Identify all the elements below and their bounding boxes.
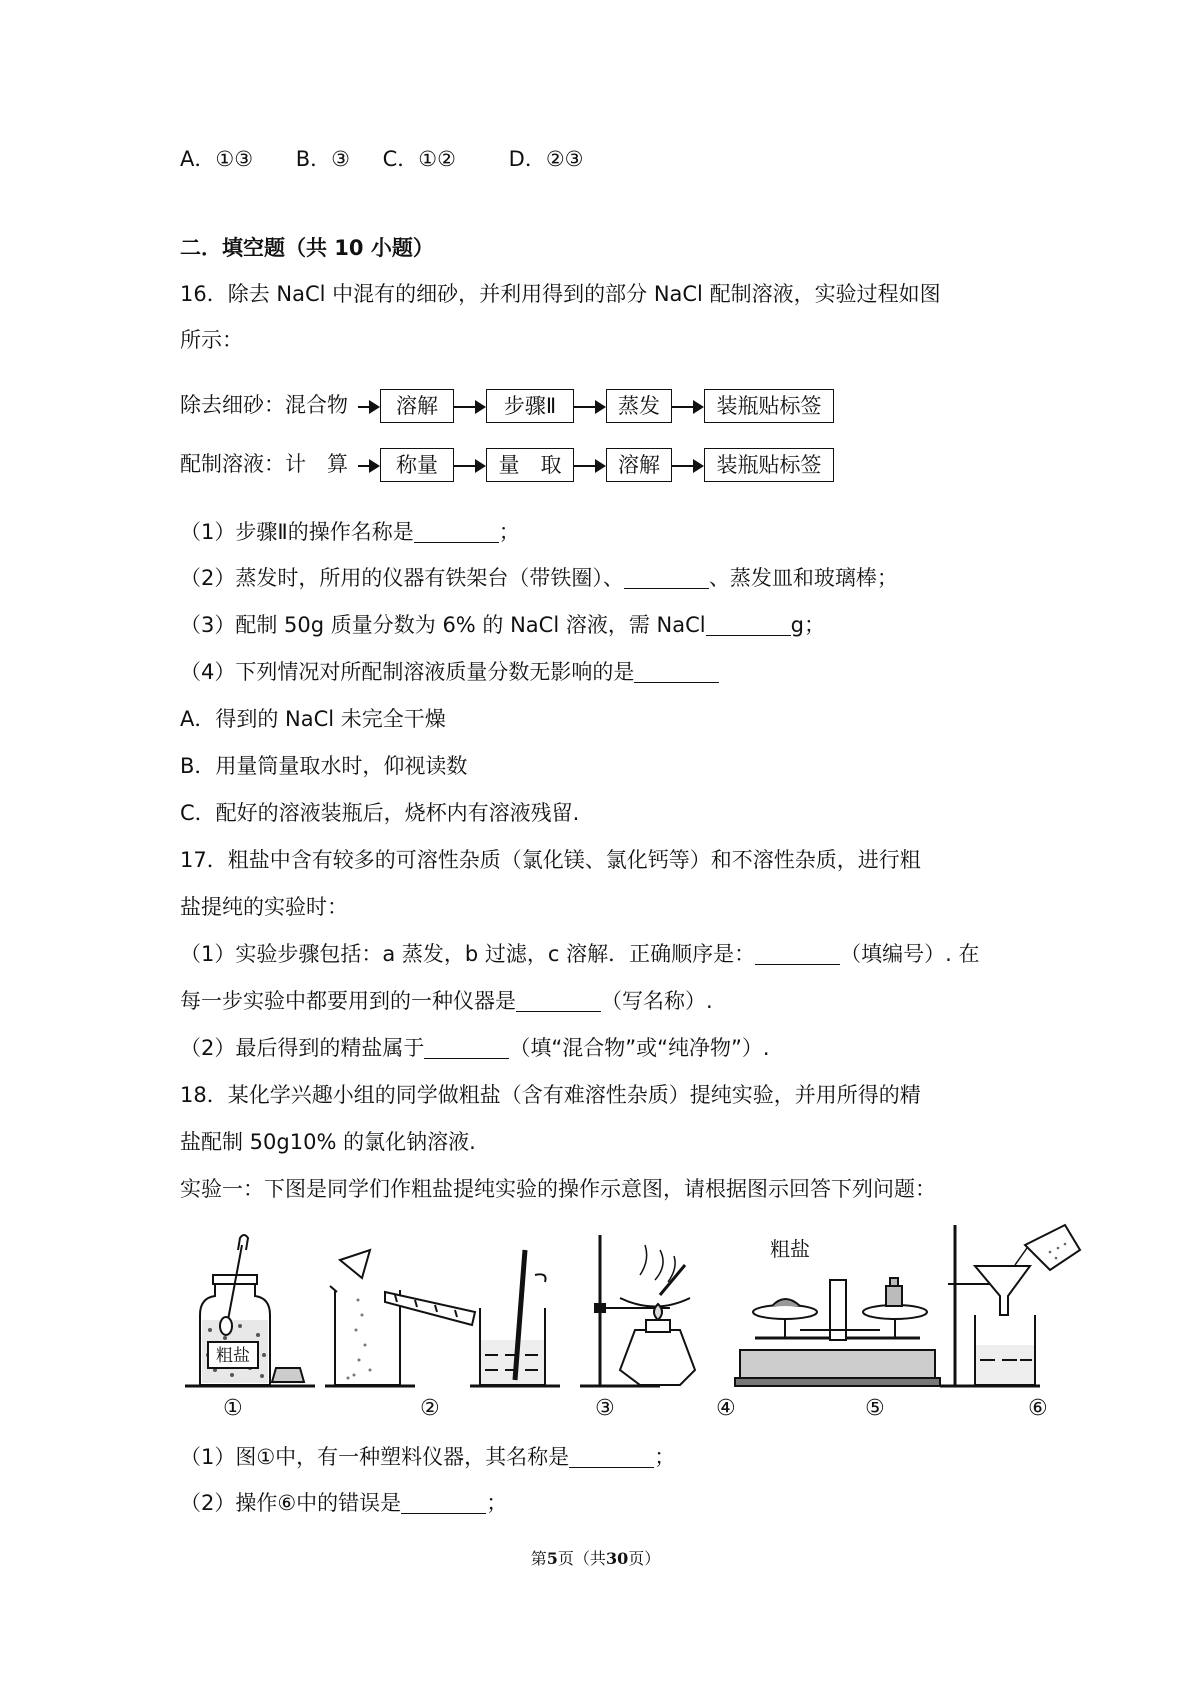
q18-stem-line1: 18．某化学兴趣小组的同学做粗盐（含有难溶性杂质）提纯实验，并用所得的精 xyxy=(180,1083,921,1107)
answer-blank[interactable] xyxy=(624,566,709,589)
answer-blank[interactable] xyxy=(424,1036,509,1059)
arrow xyxy=(672,465,702,467)
q17-stem-line1: 17．粗盐中含有较多的可溶性杂质（氯化镁、氯化钙等）和不溶性杂质，进行粗 xyxy=(180,848,921,872)
flow1-step-2: 步骤Ⅱ xyxy=(486,389,574,423)
q16-part3 xyxy=(180,610,825,640)
q16-part1-end: ； xyxy=(498,520,520,544)
q16-part4-text: （4）下列情况对所配制溶液质量分数无影响的是 xyxy=(180,660,635,684)
q17-part1 xyxy=(180,939,980,969)
flow-remove-sand xyxy=(180,387,900,427)
flow2-step-1: 称量 xyxy=(380,448,454,482)
choice-d: D．②③ xyxy=(508,147,584,171)
flow2-label: 配制溶液：计 算 xyxy=(180,452,348,476)
choice-b: B．③ xyxy=(295,147,350,171)
arrow xyxy=(358,406,378,408)
q16-part1-text: （1）步骤Ⅱ的操作名称是 xyxy=(180,520,414,544)
footer-total-pages: 30 xyxy=(605,1549,629,1568)
answer-blank[interactable] xyxy=(414,520,499,543)
q16-part1 xyxy=(180,517,520,547)
q17-part1b-text: 每一步实验中都要用到的一种仪器是 xyxy=(180,989,516,1013)
arrow xyxy=(574,406,604,408)
reagent-jar-icon xyxy=(185,1235,315,1386)
lab-operations-figure xyxy=(180,1220,1140,1395)
q17-part2-end: （填“混合物”或“纯净物”）. xyxy=(509,1036,770,1060)
q17-part1b-end: （写名称）. xyxy=(601,989,713,1013)
q17-part2 xyxy=(180,1033,770,1063)
q16-option-c: C．配好的溶液装瓶后，烧杯内有溶液残留. xyxy=(180,801,580,825)
balance-label: 粗盐 xyxy=(770,1237,810,1261)
arrow xyxy=(454,406,484,408)
q18-experiment-intro: 实验一：下图是同学们作粗盐提纯实验的操作示意图，请根据图示回答下列问题： xyxy=(180,1177,936,1201)
q18-part1-end: ； xyxy=(654,1445,676,1469)
flow2-step-4: 装瓶贴标签 xyxy=(704,448,834,482)
q16-part3-text: （3）配制 50g 质量分数为 6% 的 NaCl 溶液，需 NaCl xyxy=(180,613,706,637)
figure-number-5: ⑤ xyxy=(865,1396,885,1421)
figure-number-6: ⑥ xyxy=(1028,1396,1048,1421)
footer-post: 页） xyxy=(628,1549,661,1568)
q17-part1-text: （1）实验步骤包括：a 蒸发，b 过滤，c 溶解．正确顺序是： xyxy=(180,942,756,966)
q17-stem-line2: 盐提纯的实验时： xyxy=(180,895,348,919)
filtration-setup-icon xyxy=(940,1225,1080,1386)
choice-c: C．①② xyxy=(382,147,456,171)
q16-stem-line2: 所示： xyxy=(180,328,243,352)
q17-part2-text: （2）最后得到的精盐属于 xyxy=(180,1036,425,1060)
arrow xyxy=(454,465,484,467)
beaker-cylinder-icon xyxy=(325,1250,475,1386)
balance-icon xyxy=(735,1278,940,1386)
page-footer xyxy=(0,1546,1191,1569)
q16-option-a: A．得到的 NaCl 未完全干燥 xyxy=(180,707,446,731)
answer-blank[interactable] xyxy=(706,613,791,636)
figure-number-1: ① xyxy=(223,1396,243,1421)
q16-part3-end: g； xyxy=(790,613,825,637)
q18-stem-line2: 盐配制 50g10% 的氯化钠溶液. xyxy=(180,1130,476,1154)
stirring-beaker-icon xyxy=(470,1250,560,1386)
flow1-step-3: 蒸发 xyxy=(606,389,672,423)
q16-part4 xyxy=(180,657,719,687)
figure-number-2: ② xyxy=(420,1396,440,1421)
answer-choices xyxy=(180,144,583,174)
arrow xyxy=(358,465,378,467)
flow1-step-1: 溶解 xyxy=(380,389,454,423)
section-title: 二．填空题（共 10 小题） xyxy=(180,236,434,260)
q18-part1-text: （1）图①中，有一种塑料仪器，其名称是 xyxy=(180,1445,570,1469)
arrow xyxy=(672,406,702,408)
q16-part2-end: 、蒸发皿和玻璃棒； xyxy=(708,566,898,590)
answer-blank[interactable] xyxy=(569,1445,654,1468)
figure-number-4: ④ xyxy=(716,1396,736,1421)
evaporation-setup-icon xyxy=(580,1235,695,1386)
answer-blank[interactable] xyxy=(516,989,601,1012)
flow2-step-3: 溶解 xyxy=(606,448,672,482)
flow-prepare-solution xyxy=(180,448,900,488)
q18-part2 xyxy=(180,1488,507,1518)
q18-part2-end: ； xyxy=(486,1491,508,1515)
jar-label: 粗盐 xyxy=(216,1346,250,1366)
arrow xyxy=(574,465,604,467)
footer-page-number: 5 xyxy=(546,1549,558,1568)
figure-number-3: ③ xyxy=(595,1396,615,1421)
q18-part1 xyxy=(180,1442,675,1472)
answer-blank[interactable] xyxy=(634,660,719,683)
answer-blank[interactable] xyxy=(401,1491,486,1514)
q16-option-b: B．用量筒量取水时，仰视读数 xyxy=(180,754,468,778)
q17-part1b xyxy=(180,986,713,1016)
q16-part2-text: （2）蒸发时，所用的仪器有铁架台（带铁圈）、 xyxy=(180,566,624,590)
q16-stem-line1: 16．除去 NaCl 中混有的细砂，并利用得到的部分 NaCl 配制溶液，实验过程如图 xyxy=(180,282,941,306)
answer-blank[interactable] xyxy=(755,942,840,965)
q16-part2 xyxy=(180,563,898,593)
q18-part2-text: （2）操作⑥中的错误是 xyxy=(180,1491,402,1515)
footer-mid: 页（共 xyxy=(557,1549,606,1568)
q17-part1-end: （填编号）. 在 xyxy=(840,942,980,966)
choice-a: A．①③ xyxy=(180,147,254,171)
flow1-step-4: 装瓶贴标签 xyxy=(704,389,834,423)
flow2-step-2: 量 取 xyxy=(486,448,574,482)
flow1-label: 除去细砂：混合物 xyxy=(180,393,348,417)
footer-pre: 第 xyxy=(530,1549,547,1568)
